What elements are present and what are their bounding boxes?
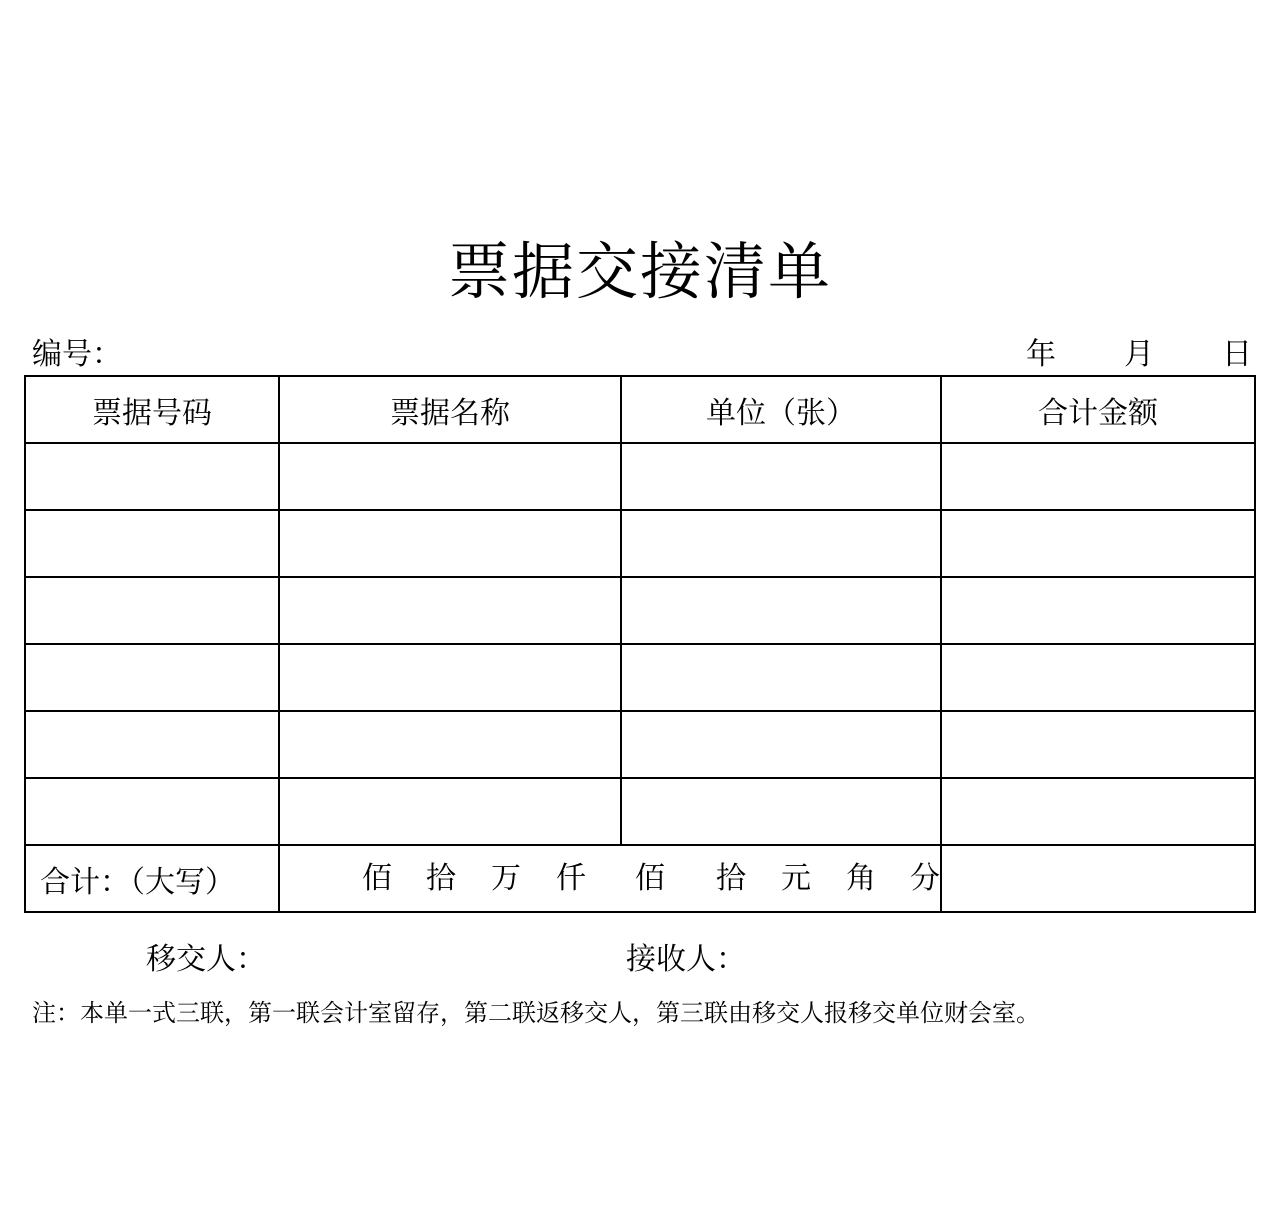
- total-amount-cell[interactable]: [941, 845, 1255, 912]
- unit-hundred: 佰: [635, 861, 665, 896]
- serial-number-label: 编号：: [32, 337, 122, 372]
- unit-ten: 拾: [716, 861, 746, 896]
- document-title: 票据交接清单: [447, 235, 832, 308]
- ticket-number-cell[interactable]: [25, 510, 279, 577]
- amount-cell[interactable]: [941, 711, 1255, 778]
- ticket-number-cell[interactable]: [25, 577, 279, 644]
- amount-cell[interactable]: [941, 510, 1255, 577]
- amount-cell[interactable]: [941, 443, 1255, 510]
- unit-count-cell[interactable]: [621, 510, 941, 577]
- table-row: [25, 644, 1255, 711]
- receiver-person-label: 接收人：: [626, 942, 746, 977]
- unit-hundred-million: 佰: [362, 861, 392, 896]
- unit-count-cell[interactable]: [621, 443, 941, 510]
- date-year-label: 年: [1026, 337, 1056, 372]
- date-month-label: 月: [1124, 337, 1154, 372]
- header-ticket-name: 票据名称: [279, 376, 621, 443]
- total-row: [25, 845, 1255, 912]
- unit-count-cell[interactable]: [621, 778, 941, 845]
- unit-count-cell[interactable]: [621, 644, 941, 711]
- footnote: 注：本单一式三联，第一联会计室留存，第二联返移交人，第三联由移交人报移交单位财会室。: [32, 999, 1040, 1027]
- header-total-amount: 合计金额: [941, 376, 1255, 443]
- table-row: [25, 778, 1255, 845]
- table-row: [25, 443, 1255, 510]
- unit-jiao: 角: [846, 861, 876, 896]
- header-ticket-number: 票据号码: [25, 376, 279, 443]
- ticket-number-cell[interactable]: [25, 644, 279, 711]
- header-unit-count: 单位（张）: [621, 376, 941, 443]
- ticket-name-cell[interactable]: [279, 711, 621, 778]
- capital-amount-units[interactable]: [279, 845, 941, 912]
- table-row: [25, 510, 1255, 577]
- ticket-name-cell[interactable]: [279, 778, 621, 845]
- ticket-name-cell[interactable]: [279, 443, 621, 510]
- table-row: [25, 711, 1255, 778]
- table-row: [25, 577, 1255, 644]
- amount-cell[interactable]: [941, 577, 1255, 644]
- date-day-label: 日: [1222, 337, 1252, 372]
- unit-count-cell[interactable]: [621, 711, 941, 778]
- ticket-name-cell[interactable]: [279, 644, 621, 711]
- ticket-handover-table: [24, 375, 1256, 913]
- total-capital-label: 合计：（大写）: [25, 845, 279, 912]
- ticket-number-cell[interactable]: [25, 711, 279, 778]
- ticket-name-cell[interactable]: [279, 577, 621, 644]
- unit-fen: 分: [910, 861, 940, 896]
- ticket-number-cell[interactable]: [25, 778, 279, 845]
- ticket-name-cell[interactable]: [279, 510, 621, 577]
- unit-thousand: 仟: [556, 861, 586, 896]
- unit-count-cell[interactable]: [621, 577, 941, 644]
- handover-person-label: 移交人：: [146, 942, 266, 977]
- amount-cell[interactable]: [941, 644, 1255, 711]
- unit-yuan: 元: [781, 861, 811, 896]
- unit-ten-million: 拾: [426, 861, 456, 896]
- ticket-number-cell[interactable]: [25, 443, 279, 510]
- table-header-row: [25, 376, 1255, 443]
- unit-ten-thousand: 万: [491, 861, 521, 896]
- amount-cell[interactable]: [941, 778, 1255, 845]
